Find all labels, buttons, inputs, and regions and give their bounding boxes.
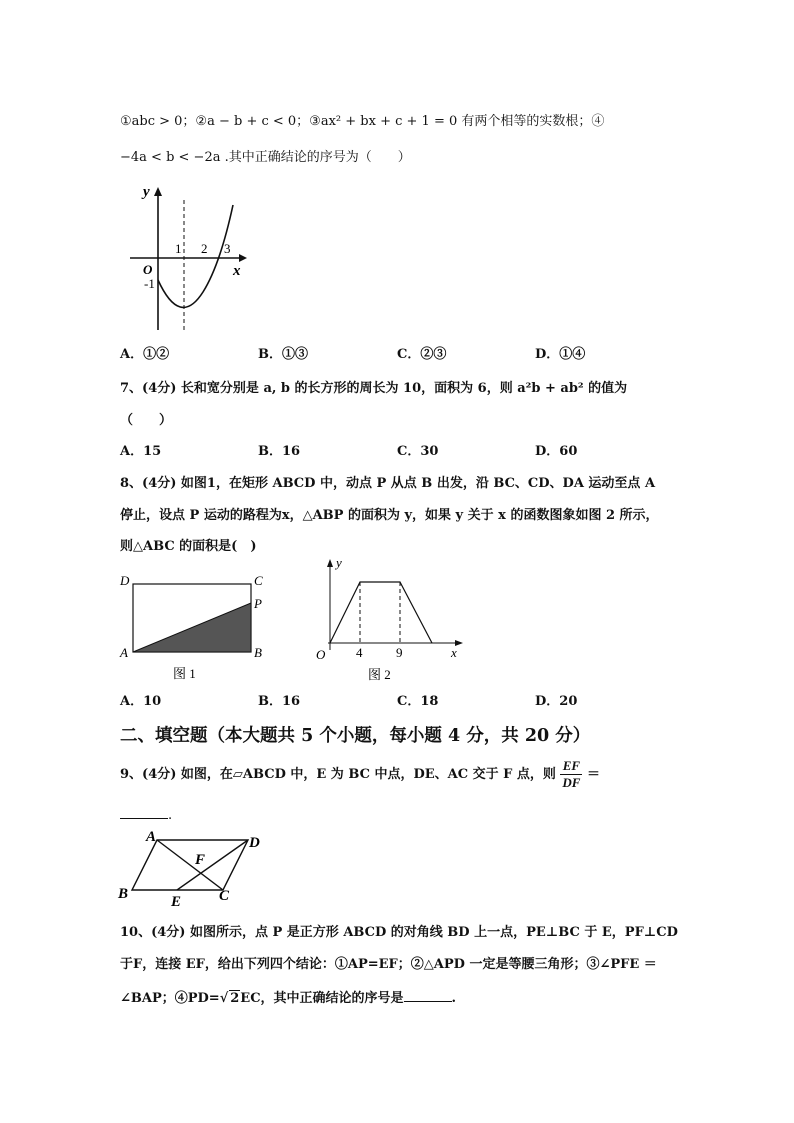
q6-y-arrow [154,187,162,196]
q8-option-d: D．20 [535,694,578,709]
q6-label-x: x [233,263,241,279]
q8-fig1-caption: 图 1 [173,666,196,681]
q10-line1: 10、(4分) 如图所示，点 P 是正方形 ABCD 的对角线 BD 上一点，PE⊥BC 于 E，PF⊥CD [120,925,678,940]
q8-line3: 则△ABC 的面积是( ) [120,539,257,554]
q6-option-d: D．①④ [535,347,586,362]
q9-text: 9、(4分) 如图，在▱ABCD 中，E 为 BC 中点，DE、AC 交于 F 点，则 [120,767,556,782]
q9-fig-B: B [118,886,129,902]
q6-x-arrow [239,254,247,262]
q9-equals: ＝ [587,767,601,782]
q9-answer-blank[interactable] [120,806,168,819]
q6-tick-3: 3 [224,241,231,256]
q6-label-origin: O [143,262,153,277]
q8-fig1-D: D [120,573,130,588]
q8-fig1-A: A [120,645,128,660]
q8-fig1-C: C [254,573,263,588]
section2-title: 二、填空题（本大题共 5 个小题，每小题 4 分，共 20 分） [120,726,591,746]
q10-line3 [120,987,456,1006]
q10-line2: 于F，连接 EF，给出下列四个结论：①AP=EF；②△APD 一定是等腰三角形；③∠PFE ＝ [120,957,657,972]
q10-line3-end: . [451,991,457,1006]
q8-fig1-P: P [254,596,262,611]
q8-fig2-tick-4: 4 [356,645,363,660]
q8-option-c: C．18 [397,694,439,709]
q9-fig-C: C [219,888,230,904]
q7-option-a: A．15 [120,444,162,459]
q8-fig2-origin: O [316,647,326,662]
q7-option-c: C．30 [397,444,439,459]
q8-shaded-triangle [133,603,251,652]
q9-end: . [168,808,173,823]
q8-figure1-rectangle [115,570,275,680]
q6-option-c: C．②③ [397,347,447,362]
q10-line3-post: EC，其中正确结论的序号是 [240,991,404,1006]
q8-fig1-B: B [254,645,262,660]
q9-answer-line [120,806,172,823]
q6-tick-1: 1 [175,241,182,256]
q8-fig2-tick-9: 9 [396,645,403,660]
q7-line1: 7、(4分) 长和宽分别是 a, b 的长方形的周长为 10，面积为 6，则 a²b + ab² 的值为 [120,381,628,396]
q8-fig2-label-y: y [336,555,342,570]
q8-fig2-y-arrow [327,559,333,567]
q7-option-b: B．16 [258,444,301,459]
q9-fig-E: E [171,894,182,910]
q6-line1: ①abc > 0；②a − b + c < 0；③ax² + bx + c + 1 = 0 有两个相等的实数根；④ [120,114,605,129]
q9-line1 [120,758,600,791]
q10-sqrt-sign: √ [219,991,229,1006]
q7-option-d: D．60 [535,444,578,459]
q6-tick-minus1: -1 [144,276,155,291]
q10-sqrt-value: 2 [230,991,240,1006]
q9-frac-denominator: DF [562,775,581,790]
q8-figure2-graph [300,555,480,685]
q6-option-b: B．①③ [258,347,308,362]
q8-line2: 停止，设点 P 运动的路程为x，△ABP 的面积为 y，如果 y 关于 x 的函数图象如图 2 所示， [120,508,659,523]
q6-line2: −4a < b < −2a .其中正确结论的序号为（ ） [120,150,411,165]
q9-fig-D: D [249,835,260,851]
q8-line1: 8、(4分) 如图1，在矩形 ABCD 中，动点 P 从点 B 出发，沿 BC、CD、DA 运动至点 A [120,476,656,491]
q6-parabola-graph [125,180,255,340]
q8-option-a: A．10 [120,694,162,709]
q9-parallelogram-figure [115,828,275,908]
q9-fig-F: F [195,852,206,868]
q8-fig2-trapezoid [330,582,432,643]
q9-fraction [560,758,582,791]
q9-fig-A: A [146,829,157,845]
q6-parabola [158,205,233,307]
q6-option-a: A．①② [120,347,170,362]
q8-fig2-caption: 图 2 [368,667,391,682]
q6-tick-2: 2 [201,241,208,256]
q6-label-y: y [143,184,150,200]
q8-fig2-label-x: x [451,645,457,660]
q8-option-b: B．16 [258,694,301,709]
q10-line3-pre: ∠BAP；④PD= [120,991,220,1006]
q7-line2: （ ） [120,413,173,428]
q10-answer-blank[interactable] [404,989,452,1002]
q9-frac-numerator: EF [560,758,582,775]
